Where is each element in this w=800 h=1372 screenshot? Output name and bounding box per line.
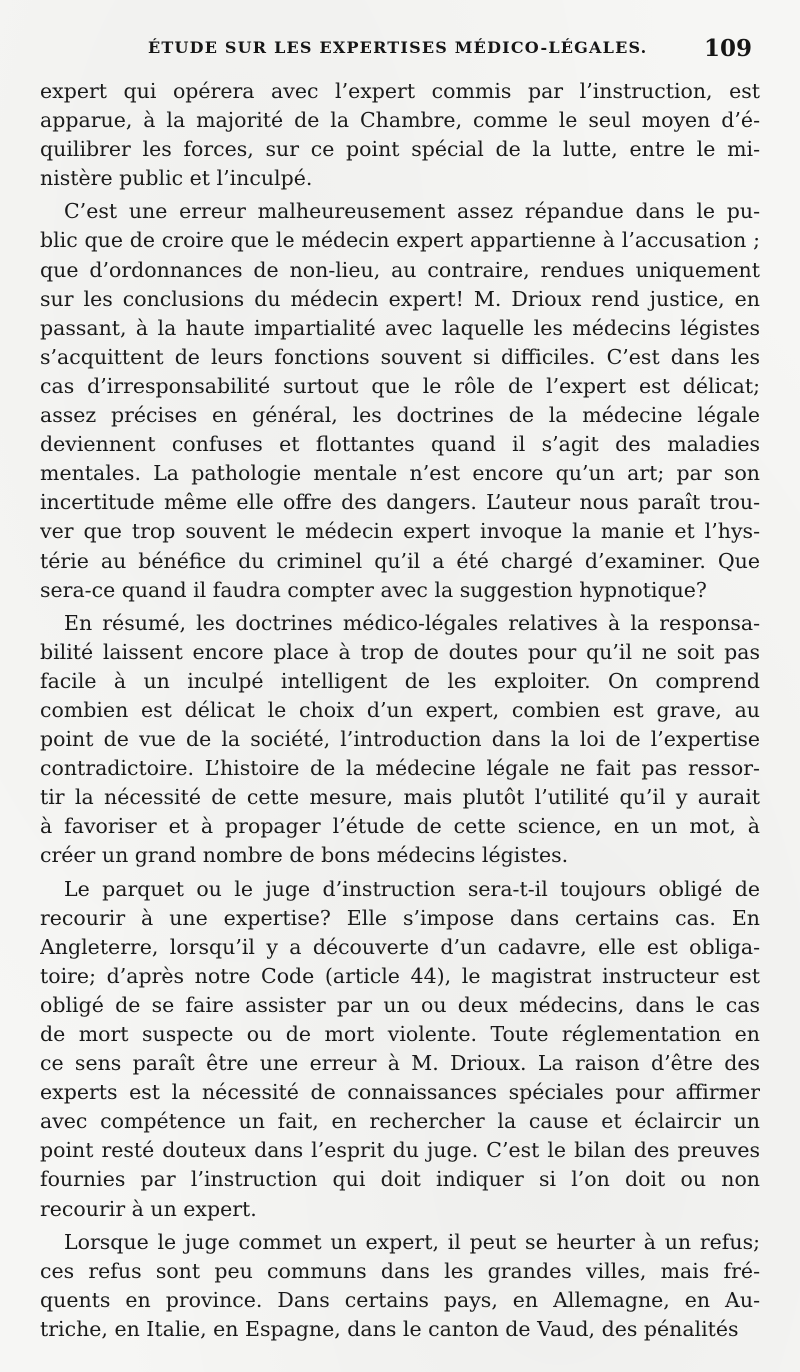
- text-line: combien est délicat le choix d’un expert, combien est grave, au: [40, 697, 760, 722]
- text-line: Le parquet ou le juge d’instruction sera-t-il toujours obligé de: [64, 876, 760, 901]
- body-text: [40, 77, 760, 1344]
- text-line: avec compétence un fait, en rechercher la cause et éclaircir un: [40, 1109, 760, 1134]
- paragraph: [40, 875, 760, 1224]
- text-line: sur les conclusions du médecin expert! M. Drioux rend justice, en: [40, 286, 760, 311]
- text-line: cas d’irresponsabilité surtout que le rôle de l’expert est délicat;: [40, 373, 760, 398]
- text-line: recourir à un expert.: [40, 1196, 257, 1221]
- text-line: experts est la nécessité de connaissances spéciales pour affirmer: [40, 1080, 760, 1105]
- paragraph: [40, 197, 760, 604]
- text-line: s’acquittent de leurs fonctions souvent si difficiles. C’est dans les: [40, 344, 760, 369]
- page-header: [40, 35, 760, 68]
- text-line: expert qui opérera avec l’expert commis par l’instruction, est: [40, 79, 760, 103]
- text-line: mentales. La pathologie mentale n’est encore qu’un art; par son: [40, 461, 760, 486]
- text-line: point resté douteux dans l’esprit du juge. C’est le bilan des preuves: [40, 1138, 760, 1163]
- text-line: créer un grand nombre de bons médecins légistes.: [40, 843, 569, 868]
- text-line: apparue, à la majorité de la Chambre, comme le seul moyen d’é-: [40, 108, 760, 133]
- text-line: nistère public et l’inculpé.: [40, 166, 313, 191]
- text-line: assez précises en général, les doctrines de la médecine légale: [40, 403, 760, 428]
- text-line: En résumé, les doctrines médico-légales relatives à la responsa-: [64, 610, 760, 635]
- text-line: bilité laissent encore place à trop de doutes pour qu’il ne soit pas: [40, 639, 760, 664]
- text-line: triche, en Italie, en Espagne, dans le canton de Vaud, des pénalités: [40, 1316, 739, 1341]
- text-line: incertitude même elle offre des dangers. L’auteur nous paraît trou-: [40, 490, 760, 515]
- text-line: sera-ce quand il faudra compter avec la suggestion hypnotique?: [40, 577, 707, 602]
- text-line: térie au bénéfice du criminel qu’il a été chargé d’examiner. Que: [40, 548, 760, 573]
- running-title: ÉTUDE SUR LES EXPERTISES MÉDICO-LÉGALES.: [148, 38, 648, 57]
- paragraph: [40, 609, 760, 871]
- text-line: recourir à une expertise? Elle s’impose dans certains cas. En: [40, 905, 760, 930]
- text-line: Angleterre, lorsqu’il y a découverte d’un cadavre, elle est obliga-: [40, 934, 760, 959]
- text-line: facile à un inculpé intelligent de les exploiter. On comprend: [40, 668, 760, 693]
- text-line: obligé de se faire assister par un ou deux médecins, dans le cas: [40, 992, 760, 1017]
- text-line: blic que de croire que le médecin expert appartienne à l’accusation ;: [40, 228, 760, 253]
- text-line: contradictoire. L’histoire de la médecine légale ne fait pas ressor-: [40, 756, 760, 781]
- text-line: toire; d’après notre Code (article 44), le magistrat instructeur est: [40, 963, 760, 988]
- text-line: passant, à la haute impartialité avec laquelle les médecins légistes: [40, 315, 760, 340]
- text-line: C’est une erreur malheureusement assez répandue dans le pu-: [64, 199, 760, 224]
- text-line: deviennent confuses et flottantes quand il s’agit des maladies: [40, 432, 760, 457]
- text-line: de mort suspecte ou de mort violente. Toute réglementation en: [40, 1022, 760, 1046]
- text-line: quilibrer les forces, sur ce point spécial de la lutte, entre le mi-: [40, 137, 760, 162]
- text-line: tir la nécessité de cette mesure, mais plutôt l’utilité qu’il y aurait: [40, 785, 760, 810]
- text-line: fournies par l’instruction qui doit indiquer si l’on doit ou non: [40, 1167, 760, 1192]
- text-line: ce sens paraît être une erreur à M. Drioux. La raison d’être des: [40, 1051, 760, 1076]
- paragraph: [40, 1228, 760, 1344]
- text-line: point de vue de la société, l’introduction dans la loi de l’expertise: [40, 727, 760, 752]
- text-line: quents en province. Dans certains pays, en Allemagne, en Au-: [40, 1287, 760, 1312]
- paragraph: [40, 77, 760, 193]
- text-line: Lorsque le juge commet un expert, il peut se heurter à un refus;: [64, 1229, 760, 1254]
- text-line: que d’ordonnances de non-lieu, au contraire, rendues uniquement: [40, 257, 760, 282]
- page-number: 109: [703, 35, 752, 62]
- text-line: ces refus sont peu communs dans les grandes villes, mais fré-: [40, 1258, 760, 1283]
- text-line: ver que trop souvent le médecin expert invoque la manie et l’hys-: [40, 519, 760, 544]
- text-line: à favoriser et à propager l’étude de cette science, en un mot, à: [40, 814, 760, 839]
